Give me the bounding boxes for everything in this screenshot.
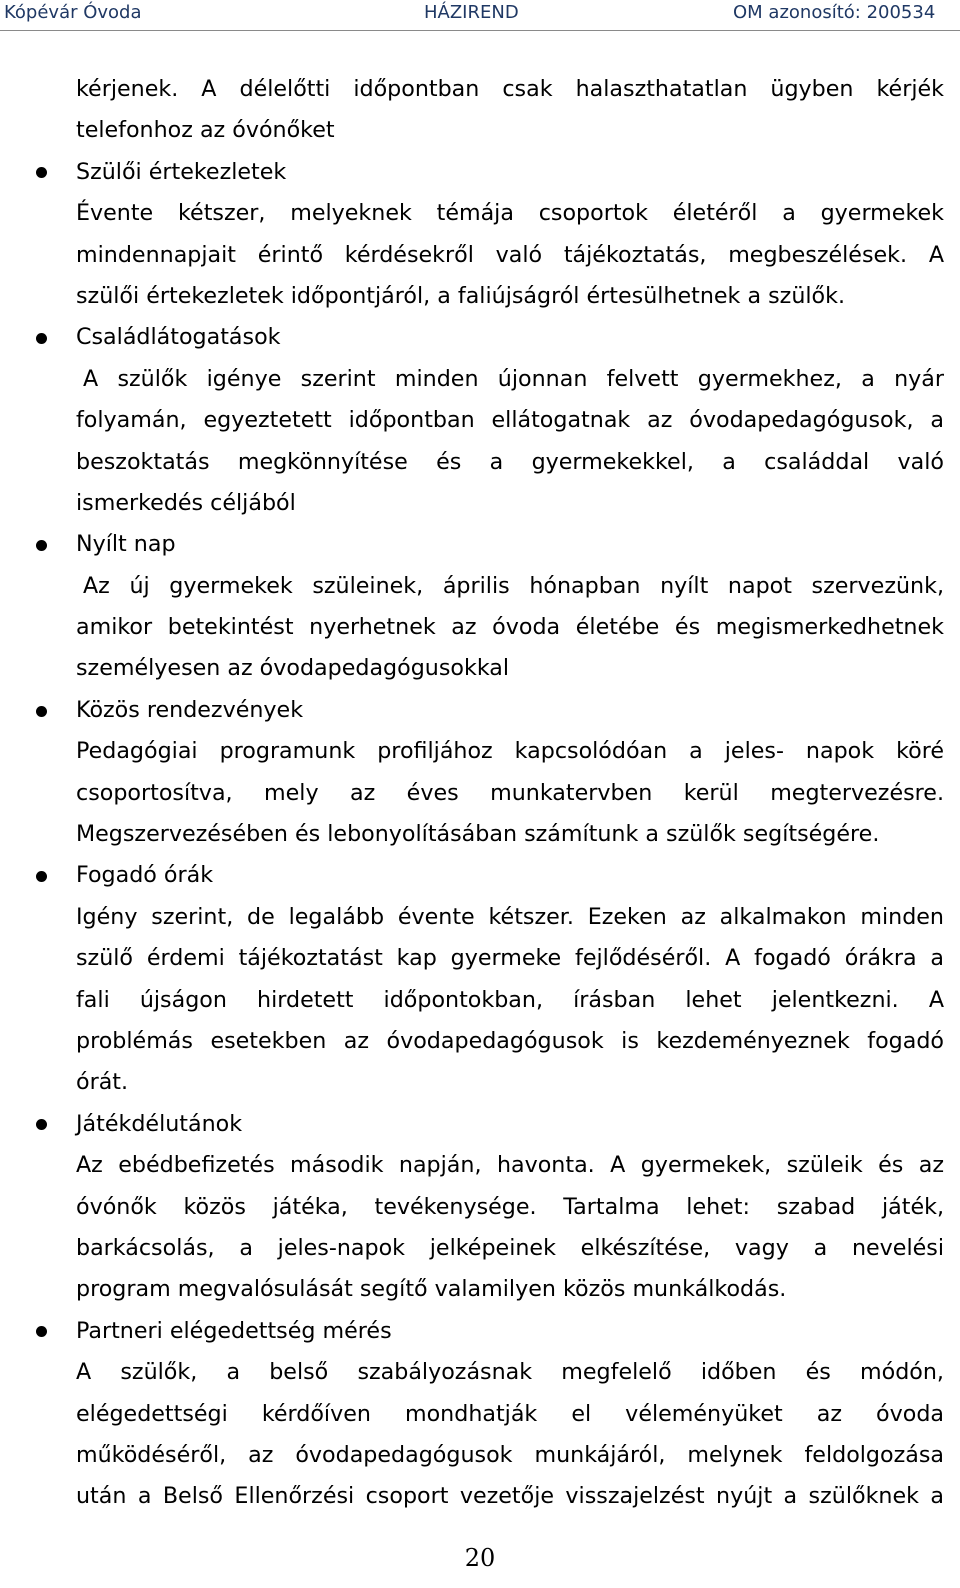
list-item-title	[76, 317, 944, 358]
list-item-title	[76, 1104, 944, 1145]
list-item-title	[76, 524, 944, 565]
body-line: kérjenek. A délelőtti időpontban csak halaszthatatlan ügyben kérjék	[76, 76, 944, 102]
list-item-title	[76, 152, 944, 193]
body-line: fali újságon hirdetett időpontokban, írásban lehet jelentkezni. A	[76, 986, 944, 1013]
list-item-title	[76, 855, 944, 896]
body-line: telefonhoz az óvónőket	[76, 117, 335, 144]
list-item-title	[76, 1311, 944, 1352]
bullet-icon	[36, 1119, 47, 1130]
body-line: folyamán, egyeztetett időpontban ellátogatnak az óvodapedagógusok, a	[76, 407, 944, 434]
bullet-icon	[36, 1326, 47, 1337]
body-line: amikor betekintést nyerhetnek az óvoda életébe és megismerkedhetnek	[76, 614, 944, 641]
body-line: Megszervezésében és lebonyolításában számítunk a szülők segítségére.	[76, 821, 880, 848]
list-item-title-text: Közös rendezvények	[76, 696, 304, 723]
body-line: Igény szerint, de legalább évente kétszer. Ezeken az alkalmakon minden	[76, 903, 944, 930]
list-item-title-text: Játékdélutánok	[76, 1110, 243, 1137]
body-line: óvónők közös játéka, tevékenysége. Tartalma lehet: szabad játék,	[76, 1193, 944, 1220]
body-line: szülői értekezletek időpontjáról, a faliújságról értesülhetnek a szülők.	[76, 282, 846, 309]
body-line: mindennapjait érintő kérdésekről való tájékoztatás, megbeszélések. A	[76, 241, 944, 268]
body-line: program megvalósulását segítő valamilyen közös munkálkodás.	[76, 1276, 787, 1303]
body-line: órát.	[76, 1069, 129, 1096]
body-line: Az új gyermekek szüleinek, április hónapban nyílt napot szervezünk,	[83, 572, 944, 599]
body-line: barkácsolás, a jeles-napok jelképeinek elkészítése, vagy a nevelési	[76, 1234, 944, 1261]
list-item-title-text: Partneri elégedettség mérés	[76, 1317, 392, 1344]
bullet-icon	[36, 167, 47, 178]
list-item-title-text: Szülői értekezletek	[76, 158, 287, 185]
bullet-icon	[36, 706, 47, 717]
body-line: A szülők, a belső szabályozásnak megfelelő időben és módón,	[76, 1359, 944, 1386]
body-line: ismerkedés céljából	[76, 489, 296, 516]
list-item-title-text: Családlátogatások	[76, 324, 281, 351]
bullet-icon	[36, 871, 47, 882]
header-om-id: OM azonosító: 200534	[733, 2, 936, 23]
header-divider	[0, 30, 960, 31]
body-line: problémás esetekben az óvodapedagógusok is kezdeményeznek fogadó	[76, 1027, 944, 1054]
body-line: beszoktatás megkönnyítése és a gyermekekkel, a családdal való	[76, 448, 944, 475]
body-line: működéséről, az óvodapedagógusok munkájáról, melynek feldolgozása	[76, 1441, 944, 1468]
body-line: elégedettségi kérdőíven mondhatják el véleményüket az óvoda	[76, 1400, 944, 1427]
body-line: Pedagógiai programunk profiljához kapcsolódóan a jeles- napok köré	[76, 738, 944, 765]
body-line: Évente kétszer, melyeknek témája csoportok életéről a gyermekek	[76, 200, 944, 227]
header-institution: Kópévár Óvoda	[4, 2, 142, 23]
document-body	[76, 69, 944, 1518]
list-item-title-text: Nyílt nap	[76, 531, 176, 558]
bullet-icon	[36, 333, 47, 344]
body-line: szülő érdemi tájékoztatást kap gyermeke fejlődéséről. A fogadó órákra a	[76, 945, 944, 972]
header-document-title: HÁZIREND	[424, 2, 519, 23]
list-item-title-text: Fogadó órák	[76, 862, 214, 889]
body-line: A szülők igénye szerint minden újonnan felvett gyermekhez, a nyár	[83, 365, 944, 392]
page-header	[0, 0, 960, 34]
list-item-title	[76, 690, 944, 731]
bullet-icon	[36, 540, 47, 551]
body-line: után a Belső Ellenőrzési csoport vezetője visszajelzést nyújt a szülőknek a	[76, 1483, 944, 1510]
page-number: 20	[464, 1544, 496, 1572]
body-line: csoportosítva, mely az éves munkatervben kerül megtervezésre.	[76, 779, 944, 806]
body-line: személyesen az óvodapedagógusokkal	[76, 655, 510, 682]
body-line: Az ebédbefizetés második napján, havonta. A gyermekek, szüleik és az	[76, 1152, 944, 1179]
